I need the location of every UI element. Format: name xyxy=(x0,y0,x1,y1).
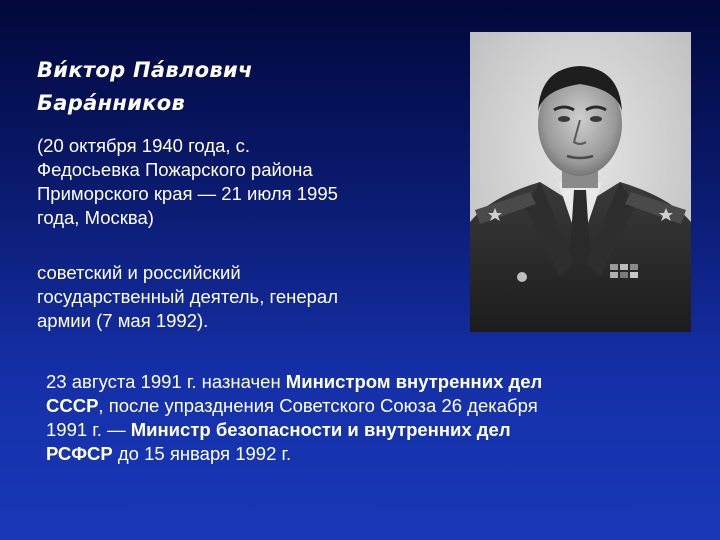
career-line-2-bold: СССР xyxy=(46,395,99,416)
portrait-photo xyxy=(470,32,691,332)
career-line-1-text: 23 августа 1991 г. назначен xyxy=(46,371,286,392)
birth-line-3: Приморского края — 21 июля 1995 xyxy=(37,183,338,204)
career-line-2-text: , после упразднения Советского Союза 26 декабря xyxy=(98,395,538,416)
career-line-3-text: 1991 г. — xyxy=(46,419,131,440)
career-line-1-bold: Министром внутренних дел xyxy=(285,371,543,392)
birth-death-info xyxy=(37,134,457,230)
description xyxy=(37,261,457,333)
birth-line-1: (20 октября 1940 года, с. xyxy=(37,135,251,156)
portrait-photo-icon xyxy=(470,32,691,332)
career-line-4-text: до 15 января 1992 г. xyxy=(112,443,292,464)
title-line-1: Ви́ктор Па́влович xyxy=(37,58,253,82)
career-info xyxy=(46,370,706,466)
title-line-2: Бара́нников xyxy=(37,91,186,115)
description-line-1: советский и российский xyxy=(37,262,241,283)
career-line-4 xyxy=(46,442,706,466)
birth-line-2: Федосьевка Пожарского района xyxy=(37,159,313,180)
career-line-2 xyxy=(46,394,706,418)
career-line-3 xyxy=(46,418,706,442)
description-line-2: государственный деятель, генерал xyxy=(37,286,338,307)
page-title xyxy=(37,54,437,120)
career-line-3-bold: Министр безопасности и внутренних дел xyxy=(130,419,511,440)
birth-line-4: года, Москва) xyxy=(37,207,154,228)
description-line-3: армии (7 мая 1992). xyxy=(37,310,209,331)
career-line-1 xyxy=(46,370,706,394)
career-line-4-bold: РСФСР xyxy=(46,443,113,464)
